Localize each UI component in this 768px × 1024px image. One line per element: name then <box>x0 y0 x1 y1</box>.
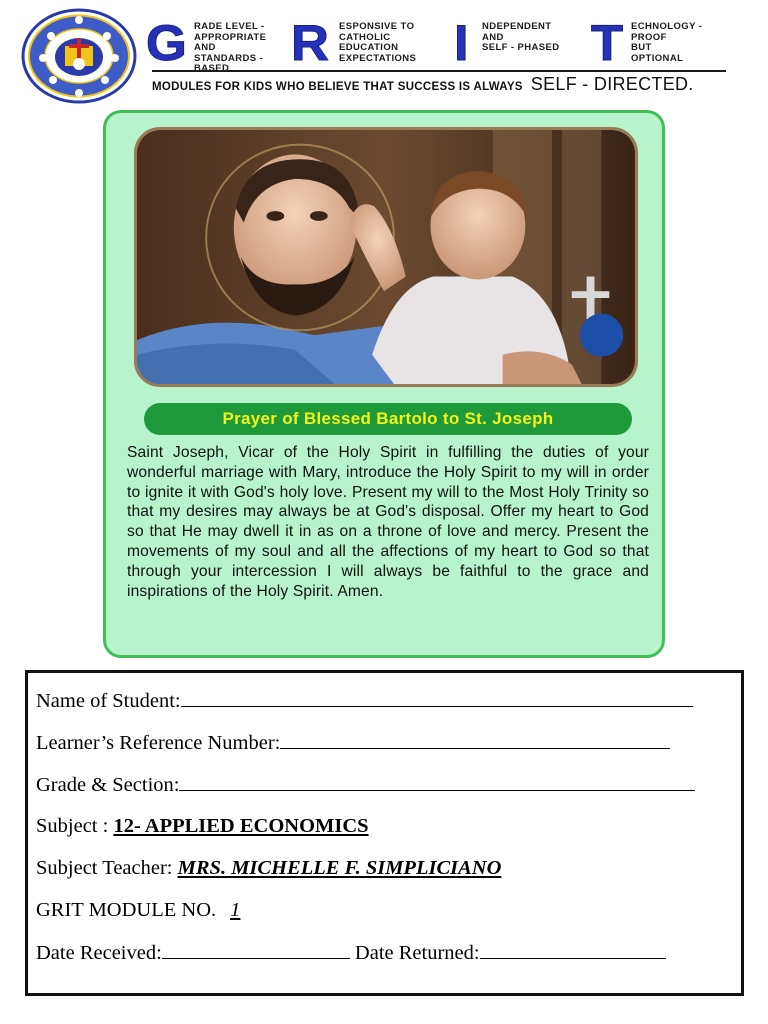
grade-section-field[interactable] <box>179 773 695 791</box>
grade-section-row <box>36 773 695 797</box>
grit-g <box>146 15 286 74</box>
tagline-text: MODULES FOR KIDS WHO BELIEVE THAT SUCCESS IS ALWAYS <box>152 81 523 93</box>
st-joseph-and-child-image <box>134 127 638 387</box>
grade-section-label: Grade & Section: <box>36 774 180 796</box>
date-returned-label: Date Returned: <box>354 942 480 964</box>
module-number: 1 <box>230 899 241 921</box>
module-row <box>36 899 246 922</box>
lrn-label: Learner’s Reference Number: <box>36 732 281 754</box>
subject-value: 12- APPLIED ECONOMICS <box>113 815 369 837</box>
teacher-row <box>36 857 501 880</box>
prayer-text: Saint Joseph, Vicar of the Holy Spirit in fulfilling the duties of your wonderful marriage with Mary, introduce the Holy Spirit to my will in order to ignite it with God's holy love. Present my will to the Most Holy Trinity so that my desires may always be at God's disposal. Offer my heart to God so that He may dwell it in as on a throne of love and mercy. Present the movements of my soul and all the affections of my heart to God so that through your intercession I will always be faithful to the grace and inspirations of the Holy Spirit. Amen. <box>127 444 649 600</box>
grit-letter-g: G <box>146 15 187 71</box>
module-label: GRIT MODULE NO. <box>36 899 217 921</box>
lrn-field[interactable] <box>280 731 670 749</box>
grit-desc-t: ECHNOLOGY - PROOF BUT OPTIONAL <box>631 21 703 64</box>
grit-letter-t: T <box>591 15 624 71</box>
grit-i <box>454 15 594 71</box>
student-name-field[interactable] <box>181 689 693 707</box>
date-returned-field[interactable] <box>480 941 666 959</box>
student-name-row <box>36 689 693 713</box>
student-name-label: Name of Student: <box>36 690 181 712</box>
grit-r <box>291 15 451 71</box>
date-received-label: Date Received: <box>36 942 162 964</box>
grit-desc-g: RADE LEVEL - APPROPRIATE AND STANDARDS - BASED <box>194 21 267 74</box>
grit-acronym-banner <box>146 15 726 74</box>
subject-label: Subject : <box>36 815 114 837</box>
lrn-row <box>36 731 670 755</box>
grit-letter-r: R <box>291 15 329 71</box>
student-info-box <box>25 670 744 996</box>
grit-t <box>591 15 726 71</box>
tagline <box>152 74 694 96</box>
header-divider <box>152 70 726 72</box>
subject-row <box>36 815 369 838</box>
prayer-card <box>103 110 665 658</box>
dates-row <box>36 941 666 965</box>
grit-desc-i: NDEPENDENT AND SELF - PHASED <box>482 21 560 53</box>
teacher-value: MRS. MICHELLE F. SIMPLICIANO <box>177 857 502 879</box>
teacher-label: Subject Teacher: <box>36 857 178 879</box>
tagline-emphasis: SELF - DIRECTED. <box>530 74 694 94</box>
school-seal-logo <box>21 8 137 104</box>
date-received-field[interactable] <box>162 941 350 959</box>
grit-desc-r: ESPONSIVE TO CATHOLIC EDUCATION EXPECTATIONS <box>339 21 417 64</box>
prayer-title: Prayer of Blessed Bartolo to St. Joseph <box>144 403 632 435</box>
grit-letter-i: I <box>454 15 469 71</box>
